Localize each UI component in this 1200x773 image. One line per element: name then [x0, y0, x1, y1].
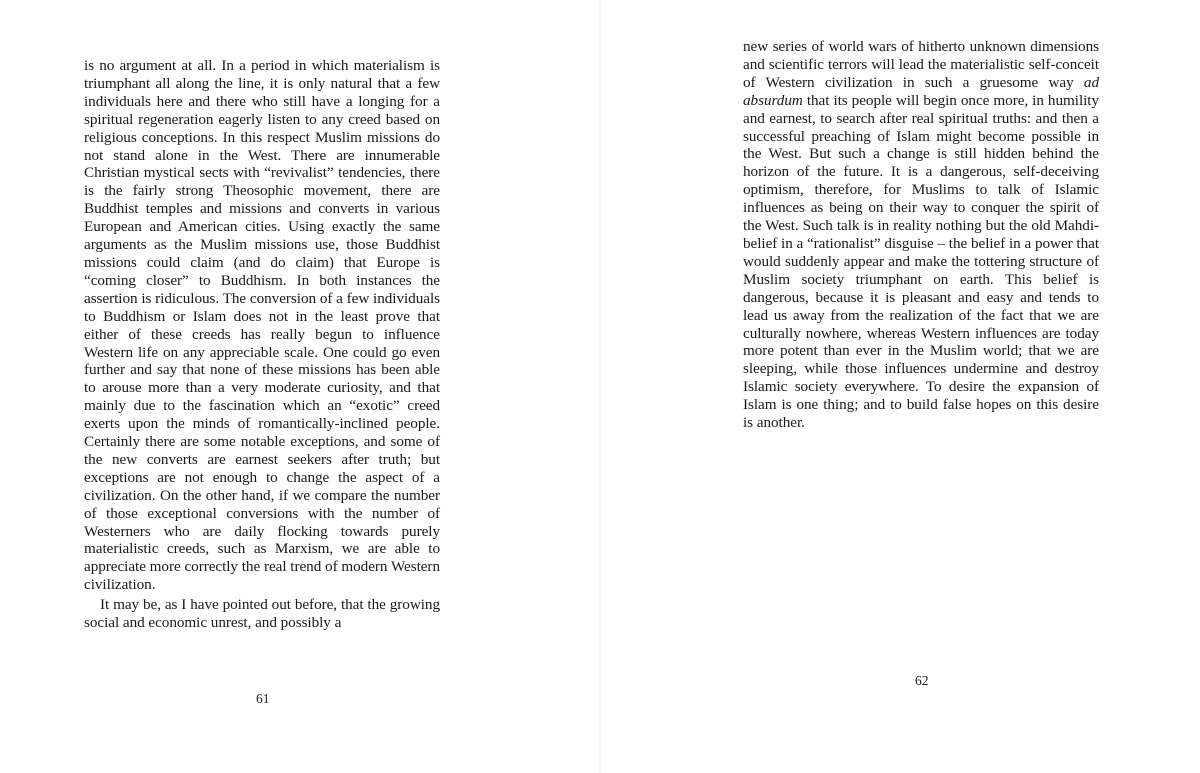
- text-run: that its people will begin once more, in humility and earnest, to search after real spiritual truths: and then a successful preaching of Islam might become possible in the West. But such a change is still hidden behind the horizon of the future. It is a dangerous, self-deceiving optimism, therefore, for Muslims to talk of Islamic influences as being on their way to conquer the spirit of the West. Such talk is in reality nothing but the old Mahdi-belief in a “rationalist” disguise – the belief in a power that would suddenly appear and make the tottering structure of Muslim society triumphant on earth. This belief is dangerous, because it is pleasant and easy and tends to lead us away from the realization of the fact that we are culturally nowhere, whereas Western influences are today more potent than ever in the Muslim world; that we are sleeping, while those influences undermine and destroy Islamic society everywhere. To desire the expansion of Islam is one thing; and to build false hopes on this desire is another.: [743, 91, 1099, 432]
- page-number: 62: [915, 673, 929, 688]
- page-number: 61: [256, 691, 270, 706]
- paragraph: [743, 38, 1099, 432]
- italic-phrase: ad absurdum: [743, 73, 1099, 109]
- paragraph: is no argument at all. In a period in which materialism is triumphant all along the line, it is only natural that a few individuals here and there who still have a longing for a spiritual regeneration eagerly listen to any creed based on religious conceptions. In this respect Muslim missions do not stand alone in the West. There are innumerable Christian mystical sects with “revivalist” tendencies, there is the fairly strong Theosophic movement, there are Buddhist temples and missions and converts in various European and American cities. Using exactly the same arguments as the Muslim missions use, those Buddhist missions could claim (and do claim) that Europe is “coming closer” to Buddhism. In both instances the assertion is ridiculous. The conversion of a few individuals to Buddhism or Islam does not in the least prove that either of these creeds has really begun to influence Western life on any appreciable scale. One could go even further and say that none of these missions has been able to arouse more than a very moderate curiosity, and that mainly due to the fascination which an “exotic” creed exerts upon the minds of romantically-inclined people. Certainly there are some notable exceptions, and some of the new converts are earnest seekers after truth; but exceptions are not enough to change the aspect of a civilization. On the other hand, if we compare the number of those exceptional conversions with the number of Westerners who are daily flocking towards purely materialistic creeds, such as Marxism, we are able to appreciate more correctly the real trend of modern Western civilization.: [84, 57, 440, 594]
- paragraph: It may be, as I have pointed out before, that the growing social and economic unrest, and possibly a: [84, 596, 440, 632]
- left-page-text: [84, 57, 440, 632]
- right-page-text: [743, 38, 1099, 432]
- right-page: [600, 0, 1200, 773]
- text-run: new series of world wars of hitherto unknown dimensions and scientific terrors will lead the materialistic self-conceit of Western civilization in such a gruesome way: [743, 38, 1099, 91]
